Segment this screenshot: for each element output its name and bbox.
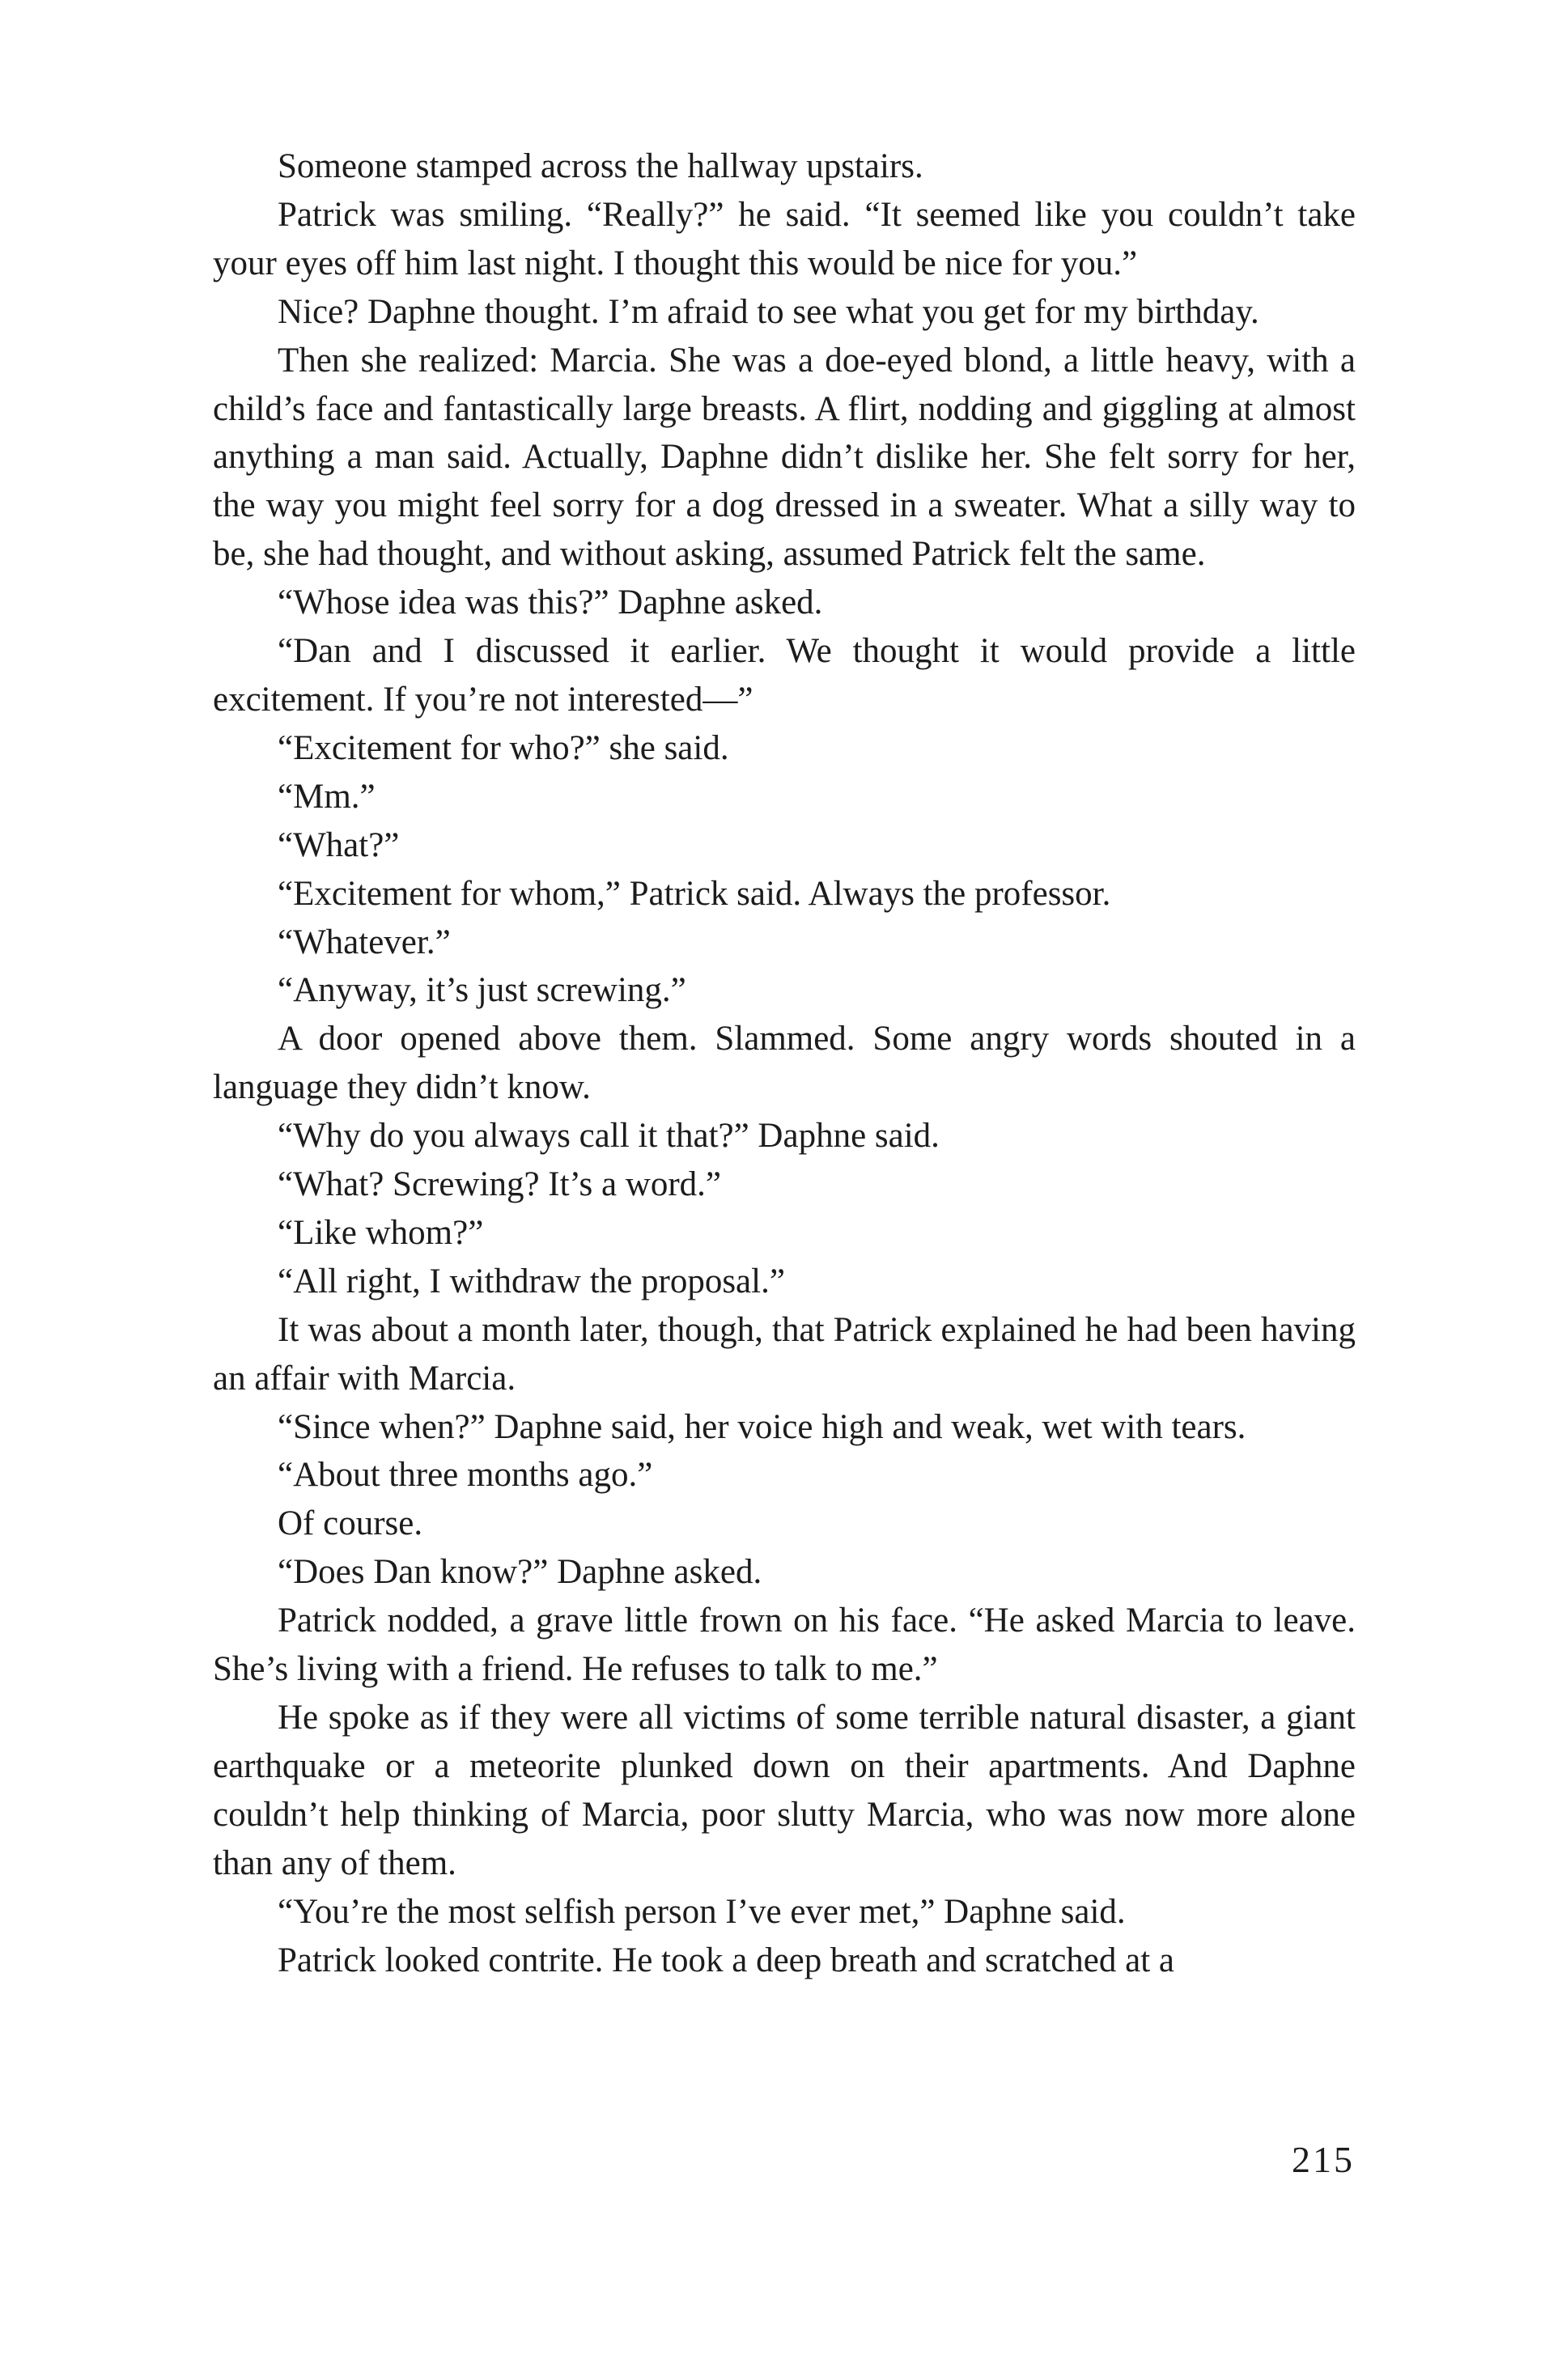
paragraph: “Excitement for who?” she said. bbox=[278, 728, 729, 767]
paragraph: “Like whom?” bbox=[278, 1213, 484, 1252]
page-number: 215 bbox=[1292, 2139, 1355, 2180]
paragraph: Of course. bbox=[278, 1504, 423, 1543]
page-body bbox=[213, 142, 1356, 1984]
paragraph: Nice? Daphne thought. I’m afraid to see what you get for my birthday. bbox=[278, 292, 1259, 331]
paragraph: Patrick looked contrite. He took a deep breath and scratched at a bbox=[278, 1941, 1174, 1979]
paragraph: “What? Screwing? It’s a word.” bbox=[278, 1165, 722, 1204]
paragraph: “All right, I withdraw the proposal.” bbox=[278, 1262, 785, 1300]
paragraph: “Anyway, it’s just screwing.” bbox=[278, 971, 686, 1010]
paragraph: “Why do you always call it that?” Daphne said. bbox=[278, 1117, 940, 1156]
paragraph: “Mm.” bbox=[278, 777, 376, 816]
paragraph: It was about a month later, though, that Patrick explained he had been having an affair with Marcia. bbox=[213, 1310, 1356, 1398]
paragraph: “Dan and I discussed it earlier. We thought it would provide a little excitement. If you’re not interested—” bbox=[213, 632, 1356, 719]
paragraph: Patrick was smiling. “Really?” he said. “It seemed like you couldn’t take your eyes off him last night. I thought this would be nice for you.” bbox=[213, 195, 1356, 282]
paragraph: A door opened above them. Slammed. Some angry words shouted in a language they didn’t know. bbox=[213, 1020, 1356, 1107]
paragraph: “Does Dan know?” Daphne asked. bbox=[278, 1553, 762, 1592]
paragraph: He spoke as if they were all victims of some terrible natural disaster, a giant earthquake or a meteorite plunked down on their apartments. And Daphne couldn’t help thinking of Marcia, poor slutty Marcia, who was now more alone than any of them. bbox=[213, 1699, 1356, 1882]
paragraph: “Whatever.” bbox=[278, 923, 451, 961]
paragraph: Someone stamped across the hallway upstairs. bbox=[278, 147, 923, 185]
paragraph: “Whose idea was this?” Daphne asked. bbox=[278, 583, 823, 622]
paragraph: “Since when?” Daphne said, her voice high and weak, wet with tears. bbox=[278, 1407, 1246, 1446]
paragraph: “You’re the most selfish person I’ve ever met,” Daphne said. bbox=[278, 1892, 1126, 1931]
paragraph: “What?” bbox=[278, 825, 400, 864]
paragraph: “About three months ago.” bbox=[278, 1456, 653, 1495]
paragraph: “Excitement for whom,” Patrick said. Always the professor. bbox=[278, 874, 1111, 913]
paragraph: Then she realized: Marcia. She was a doe-eyed blond, a little heavy, with a child’s face and fantastically large breasts. A flirt, nodding and giggling at almost anything a man said. Actually, Daphne didn’t dislike her. She felt sorry for her, the way you might feel sorry for a dog dressed in a sweater. What a silly way to be, she had thought, and without asking, assumed Patrick felt the same. bbox=[213, 341, 1356, 574]
paragraph: Patrick nodded, a grave little frown on his face. “He asked Marcia to leave. She’s living with a friend. He refuses to talk to me.” bbox=[213, 1602, 1356, 1689]
